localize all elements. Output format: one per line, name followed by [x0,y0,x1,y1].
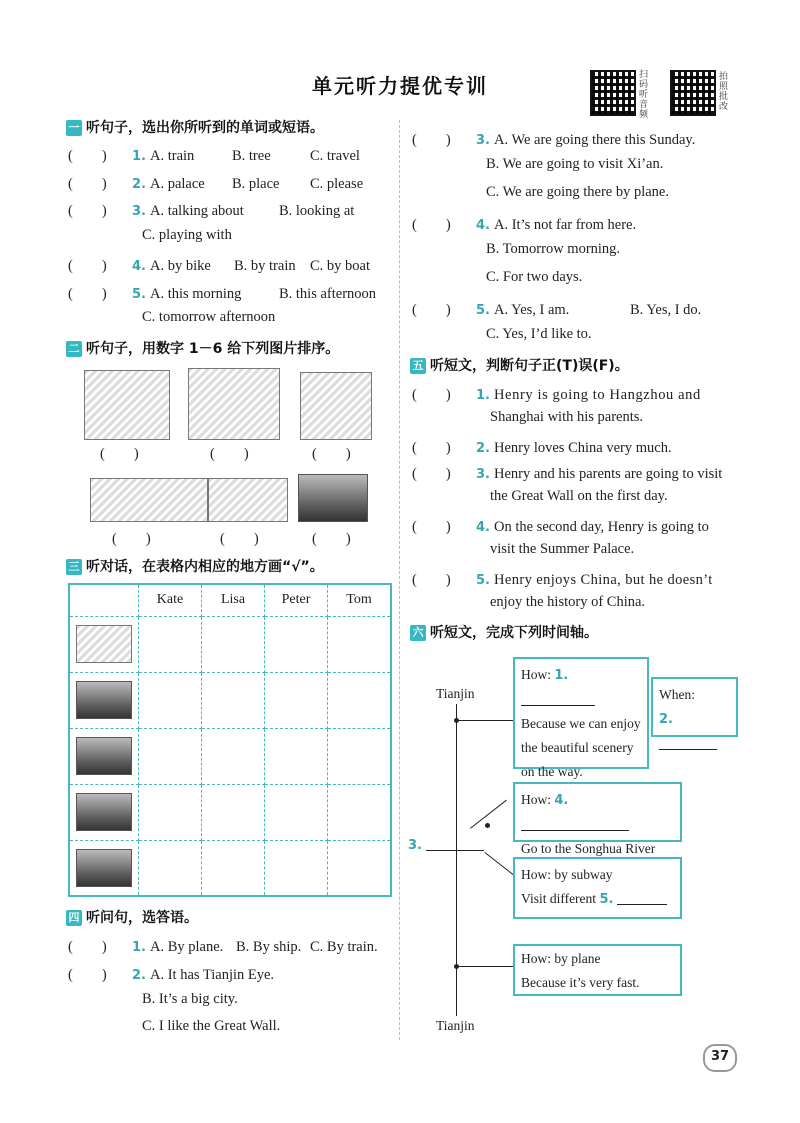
table-cell[interactable] [265,728,328,784]
row-picture [69,672,139,728]
s1-item-3: ( ) 3. A. talking about B. looking at [68,203,355,219]
s4-item-5-c: C. Yes, I’d like to. [486,326,592,342]
s1-item-2: ( ) 2. A. palace B. place C. please [68,176,364,192]
table-cell[interactable] [202,728,265,784]
s5-item-5-l2: enjoy the history of China. [490,594,646,610]
section1-badge: 一 [66,120,82,136]
s4-item-3: ( ) 3. A. We are going there this Sunday. [412,132,696,148]
section3-heading: 三 听对话，在表格内相应的地方画“√”。 [66,556,324,576]
section2-heading: 二 听句子，用数字 1－6 给下列图片排序。 [66,338,339,358]
table-cell[interactable] [328,672,392,728]
picture-disney-castle [300,372,372,440]
s2-paren-4[interactable]: ( ) [112,531,151,547]
blank-5[interactable] [617,890,667,905]
section4-badge: 四 [66,910,82,926]
picture-sydney-opera-house [90,478,208,522]
col-header: Kate [139,584,202,616]
section2-badge: 二 [66,341,82,357]
section1-heading: 一 听句子，选出你所听到的单词或短语。 [66,117,324,137]
timeline-box-1: How: 1. Because we can enjoy the beautiful scenery on the way. [513,657,649,769]
timeline-box-3: How: by subway Visit different 5. [513,857,682,919]
table-cell[interactable] [265,784,328,840]
table-row [69,616,391,672]
blank-1[interactable] [521,691,595,706]
table-corner [69,584,139,616]
s4-item-2: ( ) 2. A. It has Tianjin Eye. [68,967,275,983]
row-picture [69,784,139,840]
s1-item-5-c: C. tomorrow afternoon [142,309,276,325]
section3-badge: 三 [66,559,82,575]
table-row [69,784,391,840]
s1-item-5: ( ) 5. A. this morning B. this afternoon [68,286,377,302]
picture-lake-tree [76,793,132,831]
s4-item-5: ( ) 5. A. Yes, I am. B. Yes, I do. [412,302,702,318]
timeline-box-4: How: by plane Because it’s very fast. [513,944,682,996]
table-cell[interactable] [139,672,202,728]
table-cell[interactable] [328,728,392,784]
table-cell[interactable] [328,840,392,896]
table-cell[interactable] [265,672,328,728]
col-header: Tom [328,584,392,616]
s5-item-1-l2: Shanghai with his parents. [490,409,644,425]
table-cell[interactable] [139,728,202,784]
col-header: Lisa [202,584,265,616]
s4-item-3-b: B. We are going to visit Xi’an. [486,156,664,172]
s2-paren-3[interactable]: ( ) [312,446,351,462]
s1-item-4: ( ) 4. A. by bike B. by train C. by boat [68,258,370,274]
timeline-start: Tianjin [436,686,475,701]
row-picture [69,728,139,784]
s2-paren-2[interactable]: ( ) [210,446,249,462]
table-cell[interactable] [202,616,265,672]
connector [457,966,513,967]
blank-4[interactable] [521,816,629,831]
connector [457,720,513,721]
page-title: 单元听力提优专训 [312,74,488,98]
blank-3[interactable]: 3. [408,836,484,854]
picture-great-wall [84,370,170,440]
s4-item-4-b: B. Tomorrow morning. [486,241,621,257]
section5-badge: 五 [410,358,426,374]
s5-item-3: ( ) 3. Henry and his parents are going to visit [412,466,723,482]
timeline-end: Tianjin [436,1018,475,1033]
section6-heading: 六 听短文，完成下列时间轴。 [410,622,598,642]
table-cell[interactable] [139,840,202,896]
qr-label-audio: 扫码听音频 [639,70,649,120]
picture-big-ben [188,368,280,440]
table-cell[interactable] [139,616,202,672]
s2-paren-6[interactable]: ( ) [312,531,351,547]
table-cell[interactable] [328,616,392,672]
s5-item-3-l2: the Great Wall on the first day. [490,488,668,504]
table-cell[interactable] [265,840,328,896]
row-picture [69,840,139,896]
table-cell[interactable] [202,784,265,840]
s2-paren-5[interactable]: ( ) [220,531,259,547]
s5-item-4: ( ) 4. On the second day, Henry is going to [412,519,709,535]
s4-item-4: ( ) 4. A. It’s not far from here. [412,217,637,233]
blank-2[interactable] [659,735,717,750]
timeline-axis [456,704,457,1016]
s5-item-4-l2: visit the Summer Palace. [490,541,635,557]
table-cell[interactable] [202,840,265,896]
col-header: Peter [265,584,328,616]
s4-item-4-c: C. For two days. [486,269,583,285]
picture-temple-of-heaven [76,625,132,663]
s5-item-2: ( ) 2. Henry loves China very much. [412,440,672,456]
table-row [69,672,391,728]
s4-item-2-b: B. It’s a big city. [142,991,238,1007]
table-cell[interactable] [265,616,328,672]
table-row [69,728,391,784]
s2-paren-1[interactable]: ( ) [100,446,139,462]
row-picture [69,616,139,672]
column-divider [399,120,400,1040]
picture-waterfall [208,478,288,522]
s1-item-3-c: C. playing with [142,227,232,243]
s4-item-2-c: C. I like the Great Wall. [142,1018,281,1034]
s5-item-5: ( ) 5. Henry enjoys China, but he doesn’t [412,572,713,588]
s5-item-1: ( ) 1. Henry is going to Hangzhou and [412,387,701,403]
picture-tower-bridge [76,849,132,887]
qr-label-correct: 拍照批改 [719,72,729,112]
qr-code-correct[interactable] [670,70,716,116]
table-row [69,840,391,896]
section5-heading: 五 听短文，判断句子正(T)误(F)。 [410,355,629,375]
section6-badge: 六 [410,625,426,641]
timeline-dot [485,823,490,828]
check-table [68,583,392,897]
picture-forbidden-city [298,474,368,522]
timeline-when-box: When: 2. [651,677,738,737]
timeline-box-2: How: 4. Go to the Songhua River [513,782,682,842]
section4-heading: 四 听问句，选答语。 [66,907,198,927]
picture-memorial-hall [76,737,132,775]
qr-code-audio[interactable] [590,70,636,116]
table-cell[interactable] [202,672,265,728]
table-cell[interactable] [139,784,202,840]
table-cell[interactable] [328,784,392,840]
s4-item-1: ( ) 1. A. By plane. B. By ship. C. By train. [68,939,378,955]
s4-item-3-c: C. We are going there by plane. [486,184,669,200]
s1-item-1: ( ) 1. A. train B. tree C. travel [68,148,360,164]
picture-tiananmen [76,681,132,719]
page-number: 37 [703,1044,737,1072]
